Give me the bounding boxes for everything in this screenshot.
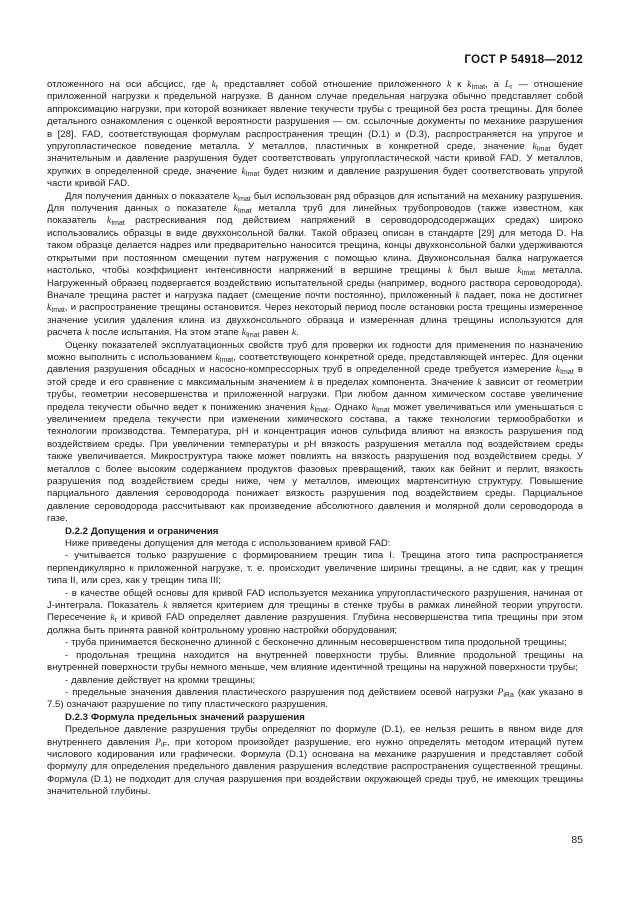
section-heading: D.2.2 Допущения и ограничения (65, 525, 219, 537)
paragraph: Предельное давление разрушения трубы определяют по формуле (D.1), ее нельзя решить в явном виде для внутреннего давления $P_{iF}$, при котором произойдет разрушение, его нужно определять методом итераций путем числового кодирования или графически. Формула (D.1) основана на механике разрушения и представляет собой формулу для определения предельного давления разрушения вследствие распространения существенной трещины. Формула (D.1) не подходит для случая разрушения при воздействии окружающей среды труб, не имеющих трещины значительной глубины. (47, 724, 583, 798)
paragraph: - труба принимается бесконечно длинной с бесконечно длинным несовершенством типа продольной трещины; (65, 637, 567, 649)
paragraph: - предельные значения давления пластического разрушения под действием осевой нагрузки $P_{iRa}$ (как указано в 7.5) означают разрушение по типу пластического разрушения. (47, 686, 583, 711)
paragraph: - в качестве общей основы для кривой FAD используется механика упругопластического разрушения, начиная от J-интеграла. Показатель k является критерием для трещины в стенке трубы в рамках линейной теории упругости. Пересечение $k_r$ и кривой FAD определяет давление разрушения. Глубина несовершенства типа трещины при этом должна быть принята равной контрольному уровню настройки оборудования; (47, 587, 583, 636)
section-heading: D.2.3 Формула предельных значений разрушения (65, 711, 305, 723)
paragraph: - продольная трещина находится на внутренней поверхности трубы. Влияние продольной трещины на внутренней поверхности трубы немного меньше, чем влияние идентичной трещины на наружной поверхности трубы; (47, 649, 583, 674)
paragraph: Ниже приведены допущения для метода с использованием кривой FAD: (65, 538, 391, 550)
paragraph: Для получения данных о показателе $k_{Imat}$ был использован ряд образцов для испытаний на механику разрушения. Для получения данных о показателе $k_{Imat}$ металла труб для линейных трубопроводов (также известном, как показатель $k_{Imat}$ растрескивания под действием напряжений в сероводородсодержащих средах) широко использовались образцы в виде двухконсольной балки. Такой образец описан в стандарте [29] для метода D. На таком образце делается надрез или предварительно наносится трещина, концы двухконсольной балки удерживаются открытыми при постоянном смещении путем нагружения с помощью клина. Двухконсольная балка нагружается настолько, чтобы коэффициент интенсивности напряжений в вершине трещины k был выше $k_{Imat}$ металла. Нагруженный образец подвергается воздействию испытательной среды (например, водного раствора сероводорода). Вначале трещина растет и нагрузка падает (смещение почти постоянно), приложенный k падает, пока не достигнет $k_{Imat}$, и распространение трещины остановится. Через некоторый период после остановки роста трещины измеренное значение усилия удаления клина из двухконсольного образца и измеренная длина трещины используются для расчета k после испытания. На этом этапе $k_{Imat}$ равен k. (47, 190, 583, 340)
paragraph: - учитывается только разрушение с формированием трещин типа I. Трещина этого типа распространяется перпендикулярно к приложенной нагрузке, т. е. происходит увеличение ширины трещины, а не сдвиг, как у трещин типа II, или срез, как у трещин типа III; (47, 550, 583, 587)
page-number: 85 (571, 834, 583, 846)
paragraph: - давление действует на кромки трещины; (65, 674, 256, 686)
page-body (47, 79, 583, 799)
paragraph: Оценку показателей эксплуатационных свойств труб для проверки их годности для применения по назначению можно выполнить с использованием $k_{Imat}$, соответствующего конкретной среде, представляющей интерес. Для оценки давления разрушения обсадных и насосно-компрессорных труб в определенной среде требуется измерение $k_{Imat}$ в этой среде и его сравнение с максимальным значением k в пределах компонента. Значение k зависит от геометрии трубы, геометрии несовершенства и приложенной нагрузки. При любом данном химическом составе увеличение предела текучести обычно ведет к понижению значения $k_{Imat}$. Однако $k_{Imat}$ может увеличиваться или уменьшаться с увеличением предела текучести при изменении химического состава, а также технологии термообработки и технологии производства. Температура, pH и концентрация ионов сульфида влияют на вязкость разрушения под воздействием среды. При увеличении температуры и pH вязкость разрушения металла под воздействием среды также увеличивается. Микроструктура также может повлиять на вязкость разрушения под воздействием среды. У металлов с более высоким содержанием продуктов фазовых превращений, таких как бейнит и перлит, вязкость разрушения под воздействием среды ниже, чем у металлов, имеющих мартенситную структуру. Повышение парциального давления сероводорода понижает вязкость разрушения под воздействием среды. Парциальное давление сероводорода рассчитывают как произведение абсолютного давления и молярной доли сероводорода в газе. (47, 339, 584, 525)
paragraph: отложенного на оси абсцисс, где $k_r$ представляет собой отношение приложенного k к $k_{Imat}$, а $L_r$ — отношение приложенной нагрузки к предельной нагрузке. В данном случае предельная нагрузка обычно представляет собой аппроксимацию нагрузки, при которой возникает явление текучести трубы с трещиной без роста трещины. Для более детального ознакомления с оценкой вероятности разрушения — см. ссылочные документы по механике разрушения в [28]. FAD, соответствующая формулам распространения трещин (D.1) и (D.3), распространяется на упругое и упругопластическое поведение металла. У металлов, пластичных в конкретной среде, значение $k_{Imat}$ будет значительным и давление разрушения будет соответствовать упругопластической части кривой FAD. У металлов, хрупких в определенной среде, значение $k_{Imat}$ будет низким и давление разрушения будет соответствовать упругой части кривой FAD. (47, 79, 584, 190)
document-header-code: ГОСТ Р 54918—2012 (464, 54, 583, 66)
